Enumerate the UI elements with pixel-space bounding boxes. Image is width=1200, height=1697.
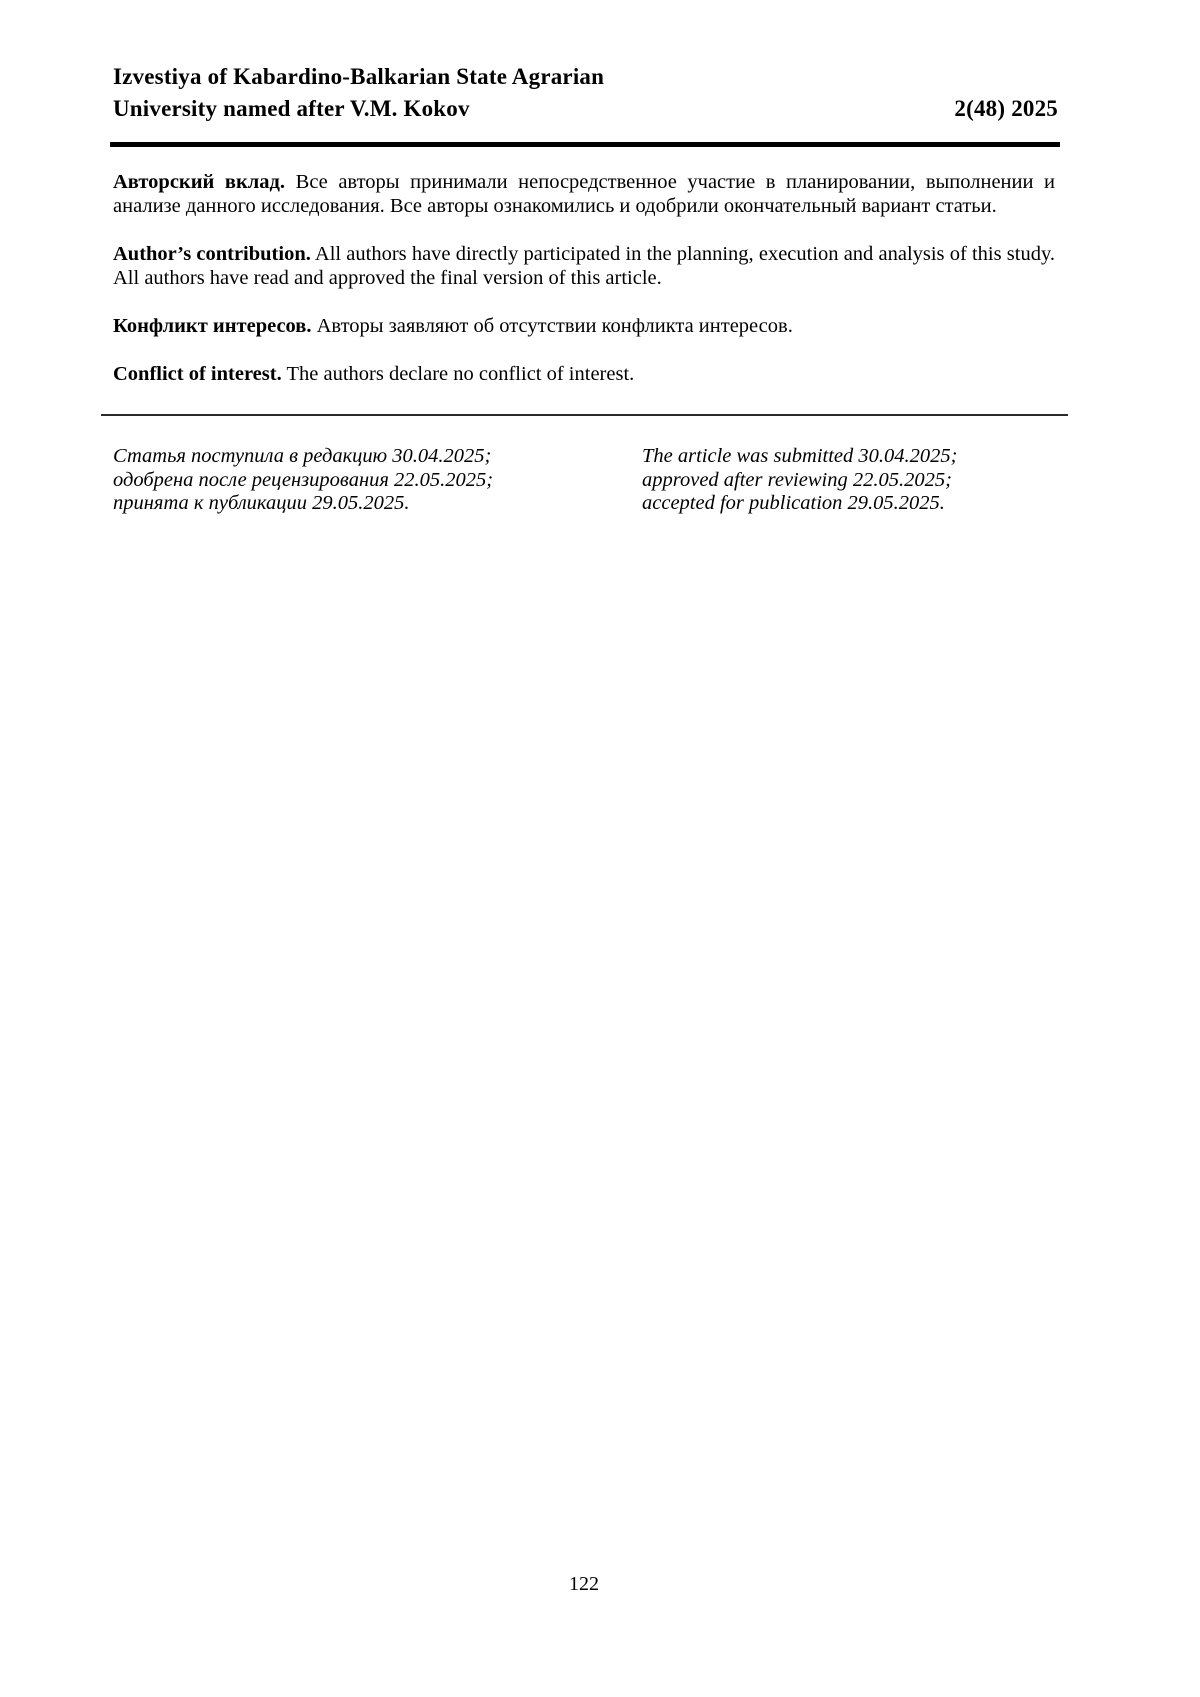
paragraph-text-ru: Авторы заявляют об отсутствии конфликта интересов. [316, 315, 793, 337]
conflict-of-interest-paragraph-ru [113, 314, 1055, 338]
date-line-accepted-ru: принята к публикации 29.05.2025. [113, 492, 410, 514]
author-contribution-paragraph-ru [113, 170, 1055, 218]
date-line-approved-en: approved after reviewing 22.05.2025; [642, 468, 952, 491]
conflict-of-interest-paragraph-en [113, 362, 1055, 386]
journal-title-line1: Izvestiya of Kabardino-Balkarian State Agrarian [113, 64, 605, 89]
author-contribution-paragraph-en [113, 242, 1055, 290]
issue-number: 2(48) 2025 [954, 96, 1058, 121]
paragraph-text-ru: Все авторы принимали непосредственное участие в планировании, выполнении и анализе данного исследования. Все авторы ознакомились и одобрили окончательный вариант статьи. [113, 171, 1056, 217]
paragraph-text-en: All authors have directly participated in the planning, execution and analysis of this study. All authors have read and approved the final version of this article. [113, 243, 1055, 289]
paragraph-lead-ru: Конфликт интересов. [113, 315, 312, 337]
page-number: 122 [569, 1573, 599, 1595]
page-footer [113, 1572, 1055, 1596]
submission-dates [113, 445, 1055, 516]
page-content [113, 147, 1055, 516]
date-line-submitted-en: The article was submitted 30.04.2025; [642, 445, 958, 467]
paragraph-lead-en: Conflict of interest. [113, 363, 282, 385]
journal-title-line2: University named after V.M. Kokov [113, 96, 470, 121]
date-line-approved-ru: одобрена после рецензирования 22.05.2025; [113, 468, 494, 491]
paragraph-text-en: The authors declare no conflict of interest. [286, 363, 635, 385]
submission-dates-english [642, 445, 964, 516]
paragraph-lead-en: Author’s contribution. [113, 243, 311, 265]
paragraph-lead-ru: Авторский вклад. [113, 171, 286, 193]
divider-rule [101, 414, 1068, 416]
date-line-submitted-ru: Статья поступила в редакцию 30.04.2025; [113, 445, 492, 467]
date-line-accepted-en: accepted for publication 29.05.2025. [642, 492, 945, 514]
submission-dates-russian [113, 445, 505, 516]
journal-header [113, 61, 1058, 125]
